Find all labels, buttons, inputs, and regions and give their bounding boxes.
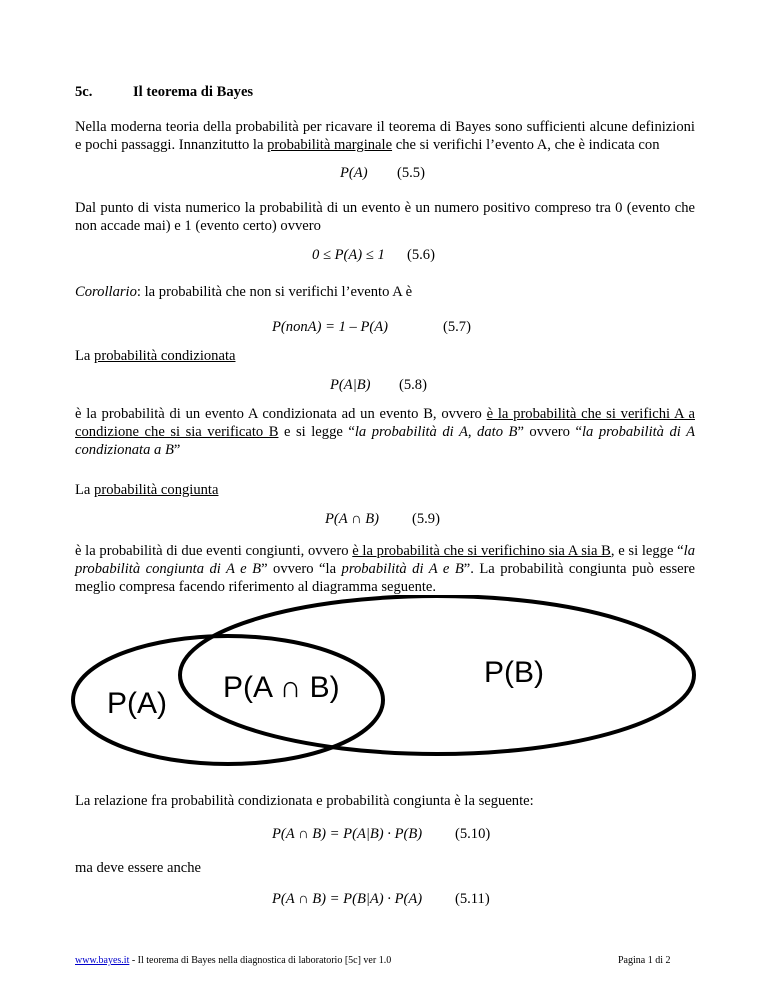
term-probabilita-condizionata: probabilità condizionata [94, 348, 236, 364]
label-p-a: P(A) [107, 687, 167, 720]
paragraph-text: ” ovvero “la [261, 561, 342, 577]
equation-number-5-10: (5.10) [455, 826, 491, 842]
equation-number-5-7: (5.7) [443, 319, 471, 335]
equation-number-5-8: (5.8) [399, 377, 427, 393]
equation-5-10 [272, 826, 422, 843]
equation-number-5-6: (5.6) [407, 247, 435, 263]
paragraph-text: : la probabilità che non si verifichi l’evento A è [136, 284, 413, 300]
reading-congiunta-2: probabilità di A e B [341, 561, 464, 577]
equation-expression: P(A ∩ B) [325, 511, 380, 527]
paragraph-condizionata-def [75, 405, 695, 459]
equation-number-5-9: (5.9) [412, 511, 440, 527]
section-title: Il teorema di Bayes [133, 84, 254, 100]
label-p-b: P(B) [484, 656, 544, 689]
corollario-label: Corollario [75, 284, 137, 300]
paragraph-text: , e si legge “ [610, 543, 684, 559]
paragraph-text: che si verifichi l’evento A, che è indicata con [392, 137, 660, 153]
paragraph-text: La [75, 348, 95, 364]
venn-diagram [0, 595, 768, 780]
paragraph-text: ” [173, 442, 181, 458]
paragraph-text: è la probabilità di un evento A condizionata ad un evento B, ovvero [75, 406, 487, 422]
paragraph-numeric: Dal punto di vista numerico la probabilità di un evento è un numero positivo compreso tra 0 (evento che non accade mai) e 1 (evento certo) ovvero [75, 200, 695, 234]
equation-5-9 [325, 511, 379, 528]
paragraph-text: e si legge “ [278, 424, 355, 440]
footer-link[interactable]: www.bayes.it [75, 955, 130, 966]
paragraph-text: Nella moderna teoria della probabilità per ricavare il teorema di Bayes sono sufficienti alcune definizioni e pochi passaggi. Innanzitutto la [75, 119, 695, 153]
paragraph-text: ”. La probabilità congiunta può essere meglio compresa facendo riferimento al diagramma seguente. [75, 561, 695, 595]
paragraph-congiunta-def [75, 542, 695, 596]
footer-text: - Il teorema di Bayes nella diagnostica di laboratorio [5c] ver 1.0 [129, 955, 392, 966]
paragraph-text: ” ovvero “ [517, 424, 582, 440]
paragraph-intro [75, 118, 695, 154]
paragraph-text: La [75, 482, 95, 498]
equation-expression: P(A) [340, 165, 368, 181]
equation-number-5-5: (5.5) [397, 165, 425, 181]
equation-5-8 [330, 377, 370, 394]
term-probabilita-congiunta: probabilità congiunta [94, 482, 219, 498]
footer-page-number: Pagina 1 di 2 [618, 955, 671, 966]
equation-expression: P(A ∩ B) = P(A|B) · P(B) [272, 826, 423, 842]
footer-left [75, 955, 391, 966]
reading-condizionata-2: la probabilità di A condizionata a B [75, 424, 696, 458]
equation-expression: 0 ≤ P(A) ≤ 1 [312, 247, 385, 263]
equation-expression: P(A ∩ B) = P(B|A) · P(A) [272, 891, 423, 907]
paragraph-anche: ma deve essere anche [75, 860, 201, 876]
definition-congiunta: è la probabilità che si verifichino sia A sia B [352, 543, 611, 559]
definition-condizionata: è la probabilità che si verifichi A a condizione che si sia verificato B [75, 406, 695, 440]
paragraph-corollario [75, 283, 695, 301]
section-number: 5c. [75, 84, 93, 100]
paragraph-congiunta-intro [75, 481, 695, 499]
reading-congiunta-1: la probabilità congiunta di A e B [75, 543, 695, 577]
equation-expression: P(nonA) = 1 – P(A) [272, 319, 389, 335]
paragraph-text: è la probabilità di due eventi congiunti, ovvero [75, 543, 353, 559]
paragraph-condizionata-intro [75, 347, 695, 365]
equation-5-7 [272, 319, 388, 336]
paragraph-relazione: La relazione fra probabilità condizionata e probabilità congiunta è la seguente: [75, 793, 534, 809]
equation-expression: P(A|B) [330, 377, 371, 393]
equation-5-6 [312, 247, 385, 264]
equation-5-5 [340, 165, 368, 182]
term-probabilita-marginale: probabilità marginale [267, 137, 393, 153]
reading-condizionata-1: la probabilità di A, dato B [354, 424, 518, 440]
equation-number-5-11: (5.11) [455, 891, 490, 907]
equation-5-11 [272, 891, 422, 908]
label-p-a-intersect-b: P(A ∩ B) [223, 671, 340, 704]
